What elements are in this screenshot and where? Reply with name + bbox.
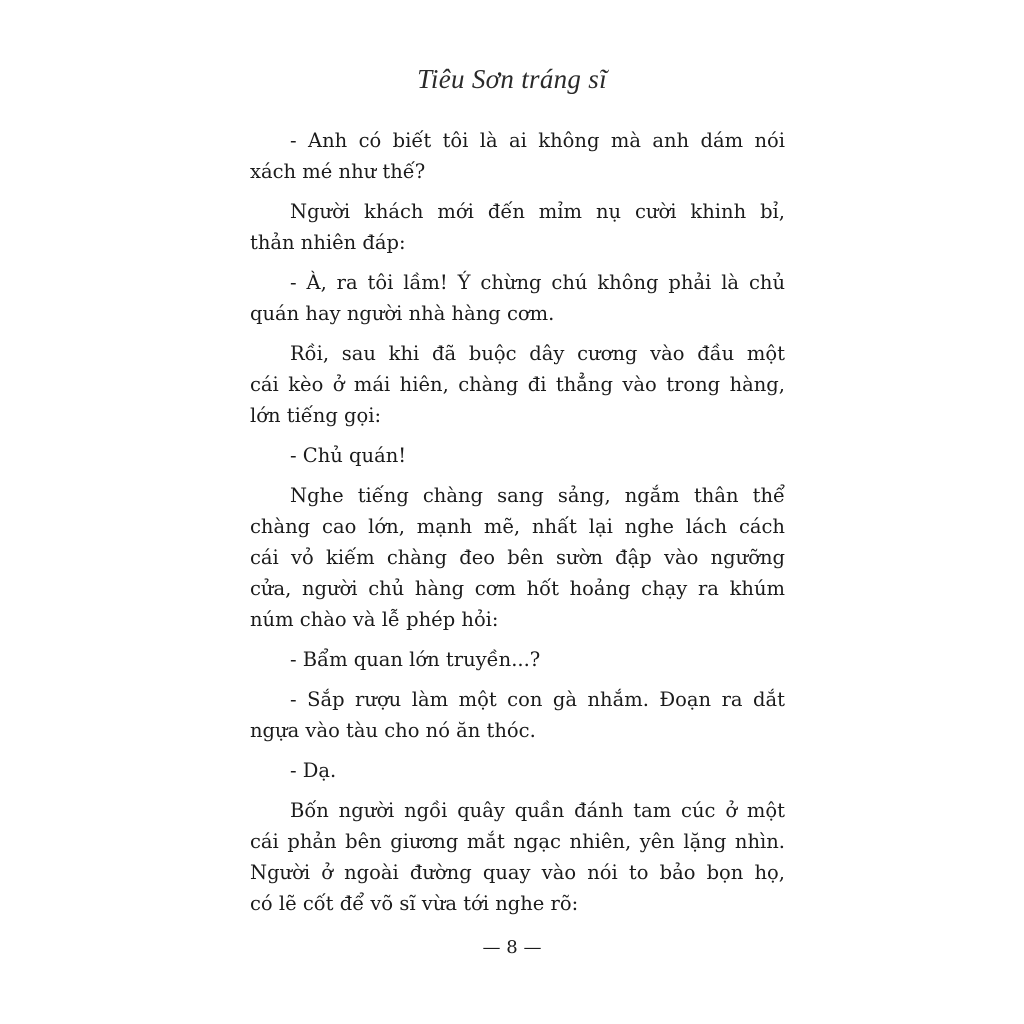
text-line: - Anh có biết tôi là ai không mà anh dám nói <box>290 129 785 152</box>
text-line: - Dạ. <box>290 759 337 782</box>
paragraph <box>250 755 785 786</box>
paragraph <box>250 440 785 471</box>
page-number: — 8 — <box>482 937 542 958</box>
body-text <box>250 125 785 928</box>
paragraph <box>250 644 785 675</box>
running-title: Tiêu Sơn tráng sĩ <box>417 64 607 94</box>
text-line: Rồi, sau khi đã buộc dây cương vào đầu một <box>290 342 785 365</box>
text-line: lớn tiếng gọi: <box>250 404 382 427</box>
paragraph <box>250 684 785 746</box>
text-line: cái kèo ở mái hiên, chàng đi thẳng vào trong hàng, <box>250 373 785 396</box>
text-line: Nghe tiếng chàng sang sảng, ngắm thân thể <box>290 484 785 507</box>
text-line: ngựa vào tàu cho nó ăn thóc. <box>250 719 536 742</box>
text-line: cái phản bên giương mắt ngạc nhiên, yên lặng nhìn. <box>250 830 785 853</box>
text-line: quán hay người nhà hàng cơm. <box>250 302 555 325</box>
text-line: cái vỏ kiếm chàng đeo bên sườn đập vào ngưỡng <box>250 546 785 569</box>
text-line: - Bẩm quan lớn truyền...? <box>290 648 541 671</box>
text-line: - À, ra tôi lầm! Ý chừng chú không phải là chủ <box>290 271 785 294</box>
paragraph <box>250 196 785 258</box>
text-line: - Sắp rượu làm một con gà nhắm. Đoạn ra dắt <box>290 688 785 711</box>
text-line: núm chào và lễ phép hỏi: <box>250 608 499 631</box>
text-line: thản nhiên đáp: <box>250 231 406 254</box>
text-line: cửa, người chủ hàng cơm hốt hoảng chạy ra khúm <box>250 577 785 600</box>
text-line: có lẽ cốt để võ sĩ vừa tới nghe rõ: <box>250 892 579 915</box>
paragraph <box>250 338 785 431</box>
paragraph <box>250 795 785 919</box>
paragraph <box>250 125 785 187</box>
text-line: - Chủ quán! <box>290 444 407 467</box>
paragraph <box>250 480 785 635</box>
text-line: chàng cao lớn, mạnh mẽ, nhất lại nghe lách cách <box>250 515 785 538</box>
paragraph <box>250 267 785 329</box>
text-line: Bốn người ngồi quây quần đánh tam cúc ở một <box>290 799 785 822</box>
text-line: Người khách mới đến mỉm nụ cười khinh bỉ, <box>290 200 785 223</box>
text-line: xách mé như thế? <box>250 160 426 183</box>
text-line: Người ở ngoài đường quay vào nói to bảo bọn họ, <box>250 861 785 884</box>
